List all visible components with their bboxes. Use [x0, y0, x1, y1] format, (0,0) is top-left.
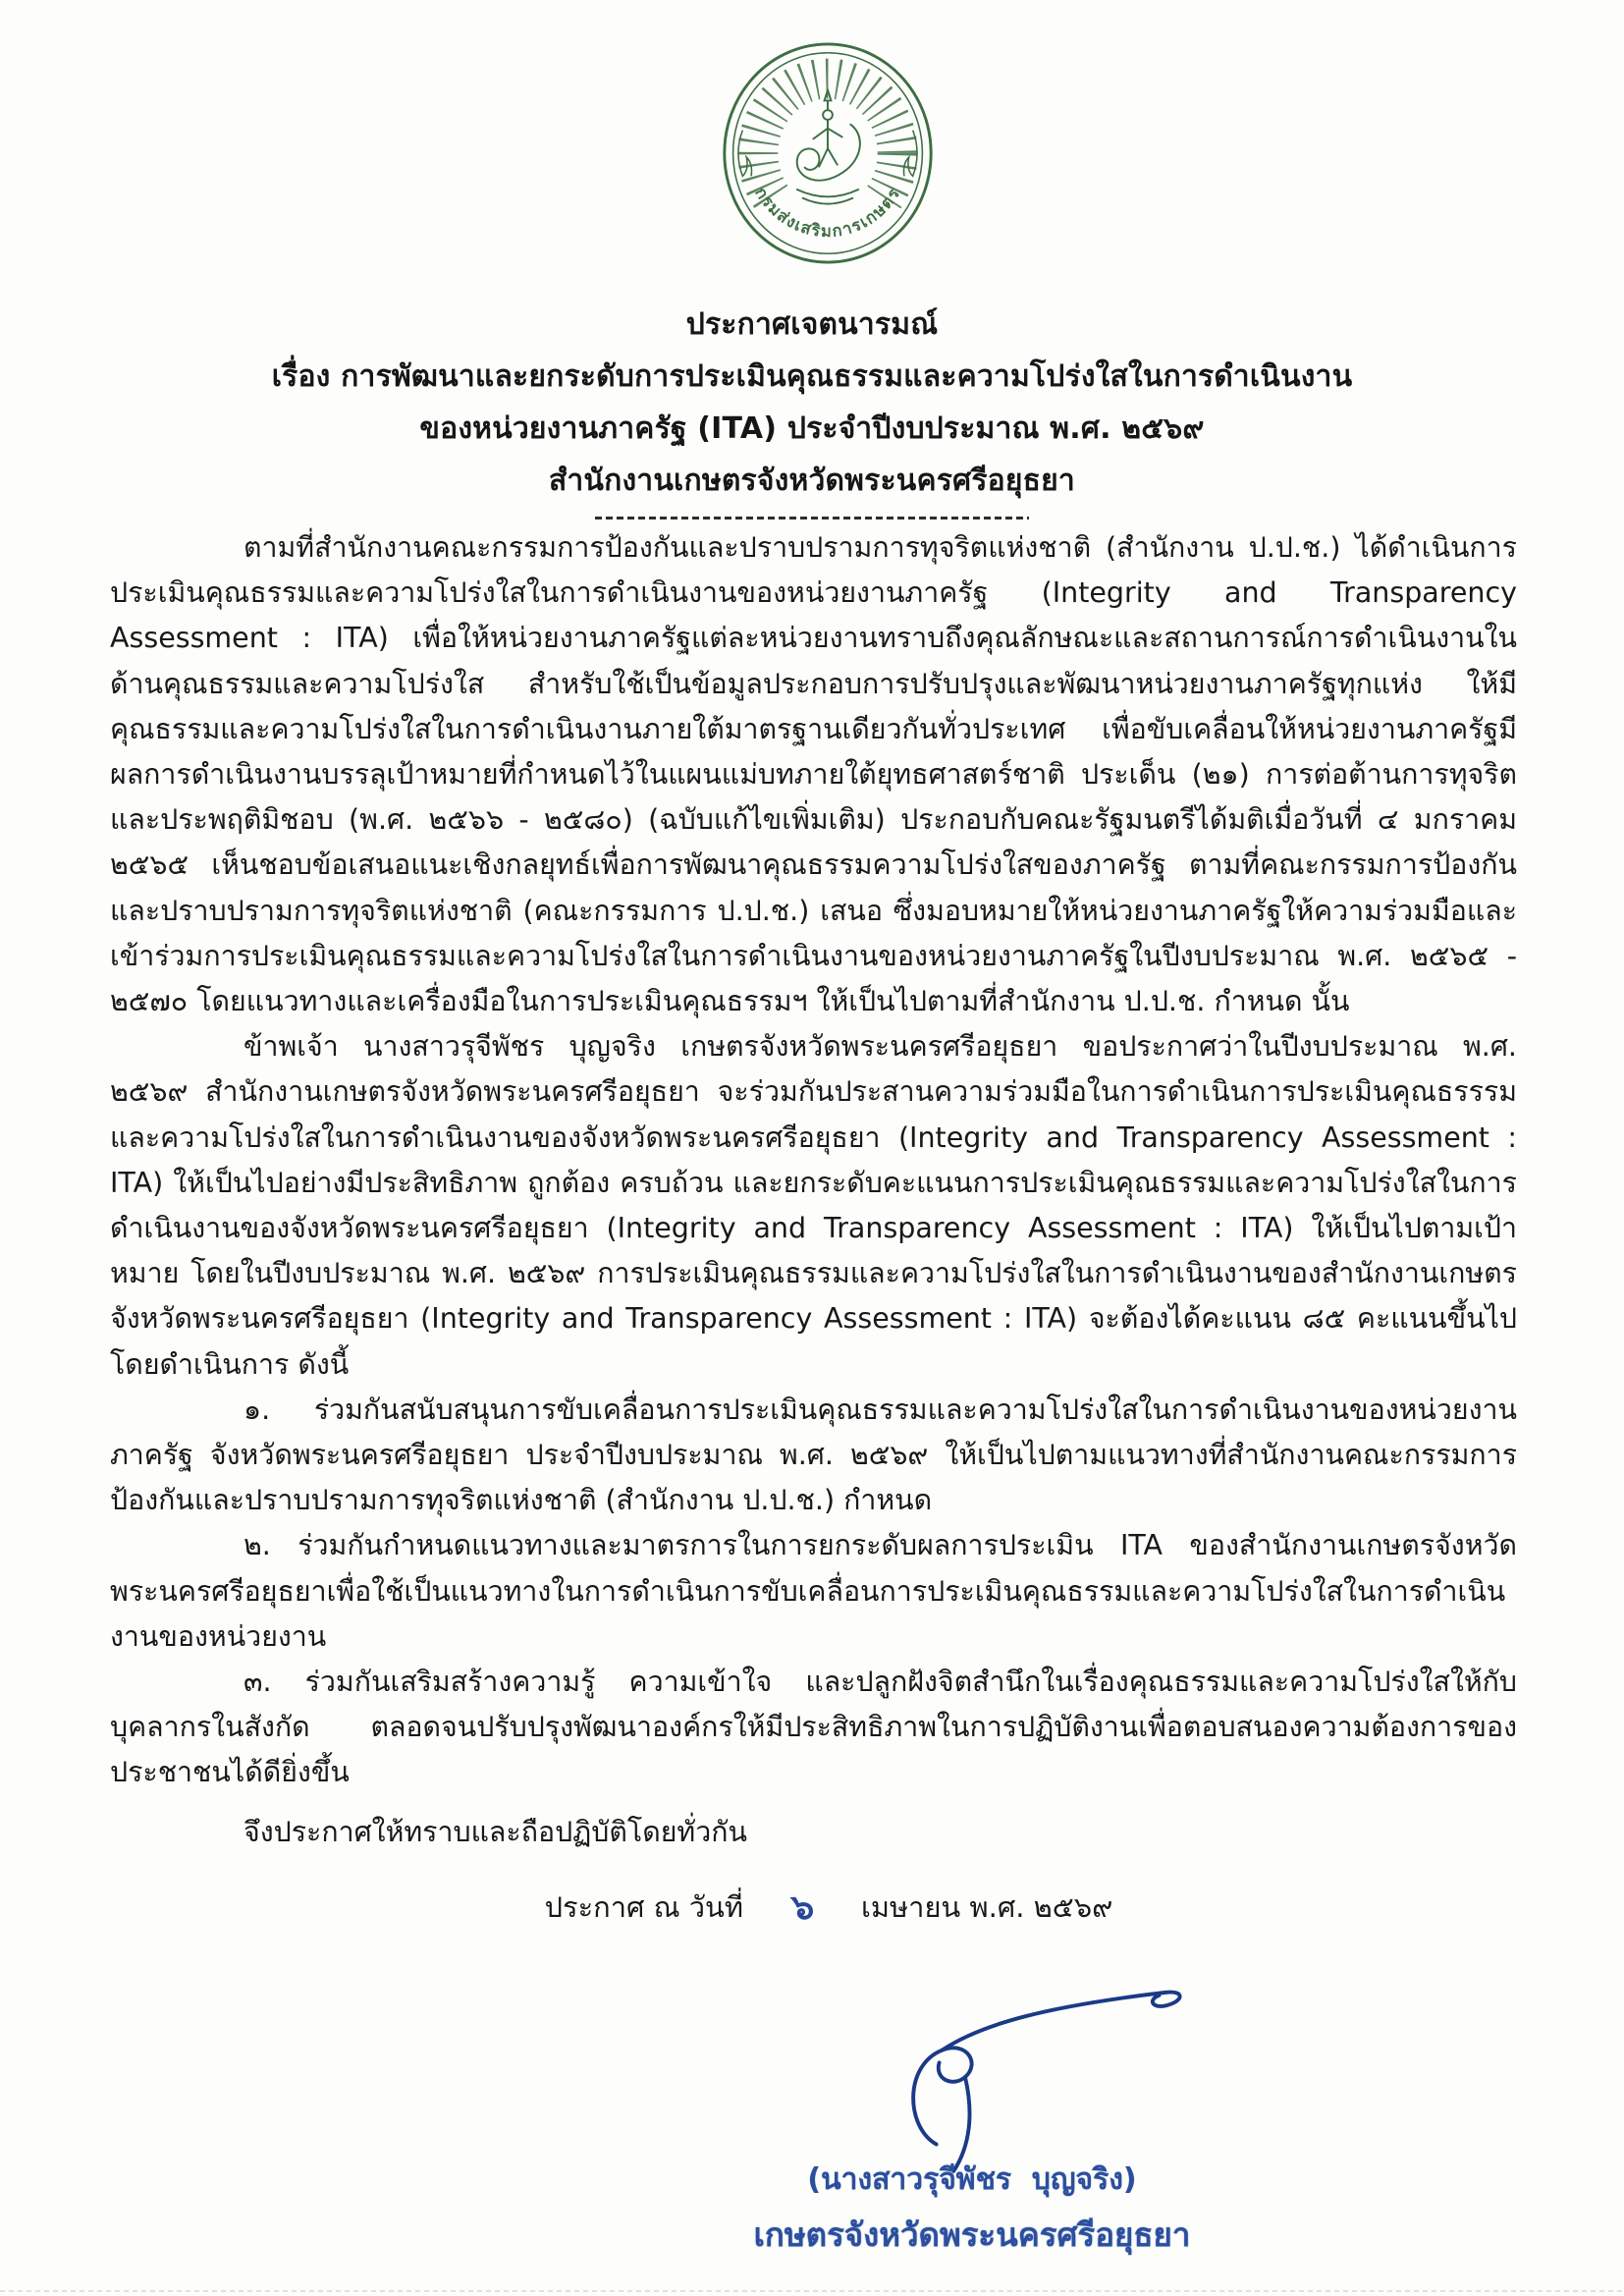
list-item-3: ๓. ร่วมกันเสริมสร้างความรู้ ความเข้าใจ และปลูกฝังจิตสำนึกในเรื่องคุณธรรมและความโปร่งใสให้กับบุคลากรในสังกัด ตลอดจนปรับปรุงพัฒนาองค์กรให้มีประสิทธิภาพในการปฏิบัติงานเพื่อตอบสนองความต้องการของประชาชนได้ดียิ่งขึ้น	[110, 1666, 1517, 1789]
paragraph-preamble: ตามที่สำนักงานคณะกรรมการป้องกันและปราบปรามการทุจริตแห่งชาติ (สำนักงาน ป.ป.ช.) ได้ดำเนินการประเมินคุณธรรมและความโปร่งใสในการดำเนินงานของหน่วยงานภาครัฐ (Integrity and Transparency Assessment : ITA) เพื่อให้หน่วยงานภาครัฐแต่ละหน่วยงานทราบถึงคุณลักษณะและสถานการณ์การดำเนินงานในด้านคุณธรรมและความโปร่งใส สำหรับใช้เป็นข้อมูลประกอบการปรับปรุงและพัฒนาหน่วยงานภาครัฐทุกแห่ง ให้มีคุณธรรมและความโปร่งใสในการดำเนินงานภายใต้มาตรฐานเดียวกันทั่วประเทศ เพื่อขับเคลื่อนให้หน่วยงานภาครัฐมีผลการดำเนินงานบรรลุเป้าหมายที่กำหนดไว้ในแผนแม่บทภายใต้ยุทธศาสตร์ชาติ ประเด็น (๒๑) การต่อต้านการทุจริตและประพฤติมิชอบ (พ.ศ. ๒๕๖๖ - ๒๕๘๐) (ฉบับแก้ไขเพิ่มเติม) ประกอบกับคณะรัฐมนตรีได้มติเมื่อวันที่ ๔ มกราคม ๒๕๖๕ เห็นชอบข้อเสนอแนะเชิงกลยุทธ์เพื่อการพัฒนาคุณธรรมความโปร่งใสของภาครัฐ ตามที่คณะกรรมการป้องกันและปราบปรามการทุจริตแห่งชาติ (คณะกรรมการ ป.ป.ช.) เสนอ ซึ่งมอบหมายให้หน่วยงานภาครัฐให้ความร่วมมือและเข้าร่วมการประเมินคุณธรรมและความโปร่งใสในการดำเนินงานของหน่วยงานภาครัฐในปีงบประมาณ พ.ศ. ๒๕๖๕ - ๒๕๗๐ โดยแนวทางและเครื่องมือในการประเมินคุณธรรมฯ ให้เป็นไปตามที่สำนักงาน ป.ป.ช. กำหนด นั้น	[110, 531, 1517, 1018]
signer-position: เกษตรจังหวัดพระนครศรีอยุธยา	[753, 2214, 1191, 2254]
subject-line-3: สำนักงานเกษตรจังหวัดพระนครศรีอยุธยา	[549, 464, 1075, 498]
scan-edge-artifact	[0, 2290, 1624, 2292]
closing-statement: จึงประกาศให้ทราบและถือปฏิบัติโดยทั่วกัน	[244, 1815, 747, 1848]
list-item-2: ๒. ร่วมกันกำหนดแนวทางและมาตรการในการยกระดับผลการประเมิน ITA ของสำนักงานเกษตรจังหวัดพระนครศรีอยุธยาเพื่อใช้เป็นแนวทางในการดำเนินการขับเคลื่อนการประเมินคุณธรรมและความโปร่งใสในการดำเนินงานของหน่วยงาน	[110, 1529, 1517, 1653]
subject-line-1: เรื่อง การพัฒนาและยกระดับการประเมินคุณธรรมและความโปร่งใสในการดำเนินงาน	[271, 359, 1353, 394]
department-seal	[718, 37, 938, 269]
page-title: ประกาศเจตนารมณ์	[685, 307, 939, 342]
subject-line-2: ของหน่วยงานภาครัฐ (ITA) ประจำปีงบประมาณ พ.ศ. ๒๕๖๙	[419, 411, 1205, 446]
header-block	[0, 299, 1624, 507]
signature-block	[0, 1933, 1624, 2296]
handwritten-day: ๖	[789, 1886, 816, 1929]
list-item-1: ๑. ร่วมกันสนับสนุนการขับเคลื่อนการประเมินคุณธรรมและความโปร่งใสในการดำเนินงานของหน่วยงานภาครัฐ จังหวัดพระนครศรีอยุธยา ประจำปีงบประมาณ พ.ศ. ๒๕๖๙ ให้เป็นไปตามแนวทางที่สำนักงานคณะกรรมการป้องกันและปราบปรามการทุจริตแห่งชาติ (สำนักงาน ป.ป.ช.) กำหนด	[110, 1393, 1517, 1517]
date-suffix: เมษายน พ.ศ. ๒๕๖๙	[861, 1889, 1113, 1924]
department-seal-icon	[718, 37, 938, 269]
dashed-separator	[595, 517, 1029, 519]
body-text	[0, 525, 1624, 1855]
seal-organization-text: กรมส่งเสริมการเกษตร	[751, 184, 904, 242]
date-prefix: ประกาศ ณ วันที่	[544, 1889, 744, 1924]
announcement-date-line	[0, 1877, 1624, 1933]
paragraph-declaration: ข้าพเจ้า นางสาวรุจีพัชร บุญจริง เกษตรจังหวัดพระนครศรีอยุธยา ขอประกาศว่าในปีงบประมาณ พ.ศ. ๒๕๖๙ สำนักงานเกษตรจังหวัดพระนครศรีอยุธยา จะร่วมกันประสานความร่วมมือในการดำเนินการประเมินคุณธรรรมและความโปร่งใสในการดำเนินงานของจังหวัดพระนครศรีอยุธยา (Integrity and Transparency Assessment : ITA) ให้เป็นไปอย่างมีประสิทธิภาพ ถูกต้อง ครบถ้วน และยกระดับคะแนนการประเมินคุณธรรมและความโปร่งใสในการดำเนินงานของจังหวัดพระนครศรีอยุธยา (Integrity and Transparency Assessment : ITA) ให้เป็นไปตามเป้าหมาย โดยในปีงบประมาณ พ.ศ. ๒๕๖๙ การประเมินคุณธรรมและความโปร่งใสในการดำเนินงานของสำนักงานเกษตรจังหวัดพระนครศรีอยุธยา (Integrity and Transparency Assessment : ITA) จะต้องได้คะแนน ๘๕ คะแนนขึ้นไป โดยดำเนินการ ดังนี้	[110, 1030, 1517, 1381]
signer-name: (นางสาวรุจีพัชร บุญจริง)	[807, 2161, 1137, 2197]
signature-ink-icon	[877, 1982, 1222, 2176]
